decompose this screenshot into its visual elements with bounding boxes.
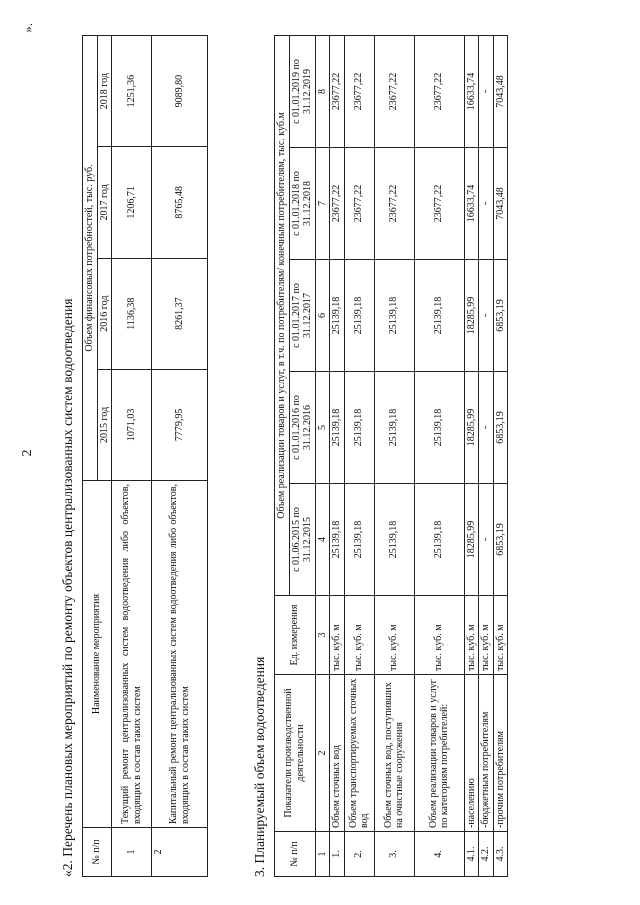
row-value: 25139,18 — [344, 484, 374, 596]
repair-plan-table — [82, 35, 208, 877]
table-row — [112, 36, 152, 877]
header-year: 2017 год — [97, 147, 112, 258]
row-value: 1206,71 — [112, 147, 152, 258]
row-value: 23677,22 — [374, 148, 414, 260]
row-value: 8261,37 — [152, 258, 208, 369]
row-num: 4.3. — [493, 832, 508, 877]
table-row — [464, 36, 479, 877]
row-value: 23677,22 — [414, 148, 464, 260]
header-period: с 01.06.2015 по 31.12.2015 — [289, 484, 315, 596]
row-unit: тыс. куб. м — [464, 596, 479, 675]
row-value: 25139,18 — [330, 372, 345, 484]
row-value: 6853,19 — [493, 484, 508, 596]
table-body — [330, 36, 508, 877]
row-value: 8765,48 — [152, 147, 208, 258]
row-value: - — [479, 484, 494, 596]
header-period: с 01.01.2019 по 31.12.2019 — [289, 36, 315, 148]
header-year: 2015 год — [97, 369, 112, 480]
row-value: 9089,80 — [152, 36, 208, 147]
row-value: 6853,19 — [493, 372, 508, 484]
row-num: 4.1. — [464, 832, 479, 877]
row-unit: тыс. куб. м — [493, 596, 508, 675]
row-value: 23677,22 — [330, 36, 345, 148]
table-row — [479, 36, 494, 877]
row-value: 6853,19 — [493, 260, 508, 372]
row-value: - — [479, 372, 494, 484]
row-value: 25139,18 — [344, 372, 374, 484]
table-row — [344, 36, 374, 877]
rotated-page — [12, 13, 612, 893]
wastewater-volume-table — [274, 35, 508, 877]
row-value: 25139,18 — [374, 484, 414, 596]
page-number: 2 — [20, 449, 35, 457]
row-unit: тыс. куб. м — [344, 596, 374, 675]
row-value: - — [479, 148, 494, 260]
row-value: 23677,22 — [344, 36, 374, 148]
row-value: 25139,18 — [374, 260, 414, 372]
col-number: 2 — [315, 675, 330, 832]
row-unit: тыс. куб. м — [330, 596, 345, 675]
row-value: 25139,18 — [330, 260, 345, 372]
row-value: 25139,18 — [374, 372, 414, 484]
row-value: 16633,74 — [464, 148, 479, 260]
row-value: 25139,18 — [330, 484, 345, 596]
table-row — [152, 36, 208, 877]
row-value: 16633,74 — [464, 36, 479, 148]
row-name: -прочим потребителям — [493, 675, 508, 832]
row-value: 1071,03 — [112, 369, 152, 480]
col-number: 8 — [315, 36, 330, 148]
row-num: 1 — [112, 828, 152, 877]
col-number: 6 — [315, 260, 330, 372]
row-name: -населению — [464, 675, 479, 832]
row-value: 25139,18 — [344, 260, 374, 372]
header-num: № п/п — [83, 828, 112, 877]
col-number: 3 — [315, 596, 330, 675]
table-row — [374, 36, 414, 877]
header-volume: Объем реализации товаров и услуг, в т.ч. по потребителям/ конечным потребителям, тыс. куб.м — [275, 36, 290, 596]
header-year: 2016 год — [97, 258, 112, 369]
col-number: 1 — [315, 832, 330, 877]
row-name: Объем сточных вод — [330, 675, 345, 832]
row-name: Объем сточных вод, поступивших на очистные сооружения — [374, 675, 414, 832]
section2-title: «2. Перечень плановых мероприятий по ремонту объектов централизованных систем водоотведения — [60, 298, 75, 877]
header-finance: Объем финансовых потребностей, тыс. руб. — [83, 36, 98, 481]
row-value: 18285,99 — [464, 260, 479, 372]
header-unit: Ед. измерения — [275, 596, 316, 675]
row-value: 23677,22 — [414, 36, 464, 148]
row-num: 1. — [330, 832, 345, 877]
row-name: Объем реализации товаров и услуг по категориям потребителей: — [414, 675, 464, 832]
col-number: 4 — [315, 484, 330, 596]
row-value: 25139,18 — [414, 484, 464, 596]
row-name: Текущий ремонт централизованных систем водоотведения либо объектов, входящих в состав таких систем — [112, 481, 152, 828]
row-num: 2 — [152, 828, 208, 877]
row-value: 7779,95 — [152, 369, 208, 480]
row-value: 18285,99 — [464, 484, 479, 596]
row-unit: тыс. куб. м — [374, 596, 414, 675]
row-num: 3. — [374, 832, 414, 877]
column-number-row — [315, 36, 330, 877]
row-value: 1251,36 — [112, 36, 152, 147]
row-value: - — [479, 36, 494, 148]
row-num: 2. — [344, 832, 374, 877]
row-value: 23677,22 — [344, 148, 374, 260]
row-value: 7043,48 — [493, 148, 508, 260]
row-name: -бюджетным потребителям — [479, 675, 494, 832]
header-year: 2018 год — [97, 36, 112, 147]
row-unit: тыс. куб. м — [414, 596, 464, 675]
row-value: 25139,18 — [414, 260, 464, 372]
row-name: Объем транспортируемых сточных вод — [344, 675, 374, 832]
col-number: 5 — [315, 372, 330, 484]
row-value: - — [479, 260, 494, 372]
row-value: 25139,18 — [414, 372, 464, 484]
header-period: с 01.01.2017 по 31.12.2017 — [289, 260, 315, 372]
row-value: 23677,22 — [330, 148, 345, 260]
row-value: 1136,38 — [112, 258, 152, 369]
row-num: 4.2. — [479, 832, 494, 877]
closing-quote: ». — [20, 23, 35, 33]
table-row — [493, 36, 508, 877]
table-row — [330, 36, 345, 877]
row-name: Капитальный ремонт централизованных систем водоотведения либо объектов, входящих в состав таких систем — [152, 481, 208, 828]
col-number: 7 — [315, 148, 330, 260]
header-period: с 01.01.2018 по 31.12.2018 — [289, 148, 315, 260]
row-num: 4. — [414, 832, 464, 877]
table-row — [414, 36, 464, 877]
header-num: № п/п — [275, 832, 316, 877]
row-value: 7043,48 — [493, 36, 508, 148]
row-value: 23677,22 — [374, 36, 414, 148]
section3-title: 3. Планируемый объем водоотведения — [252, 656, 267, 877]
row-value: 18285,99 — [464, 372, 479, 484]
header-indicator: Показатели производственной деятельности — [275, 675, 316, 832]
header-period: с 01.01.2016 по 31.12.2016 — [289, 372, 315, 484]
header-name: Наименование мероприятия — [83, 481, 112, 828]
row-unit: тыс. куб. м — [479, 596, 494, 675]
